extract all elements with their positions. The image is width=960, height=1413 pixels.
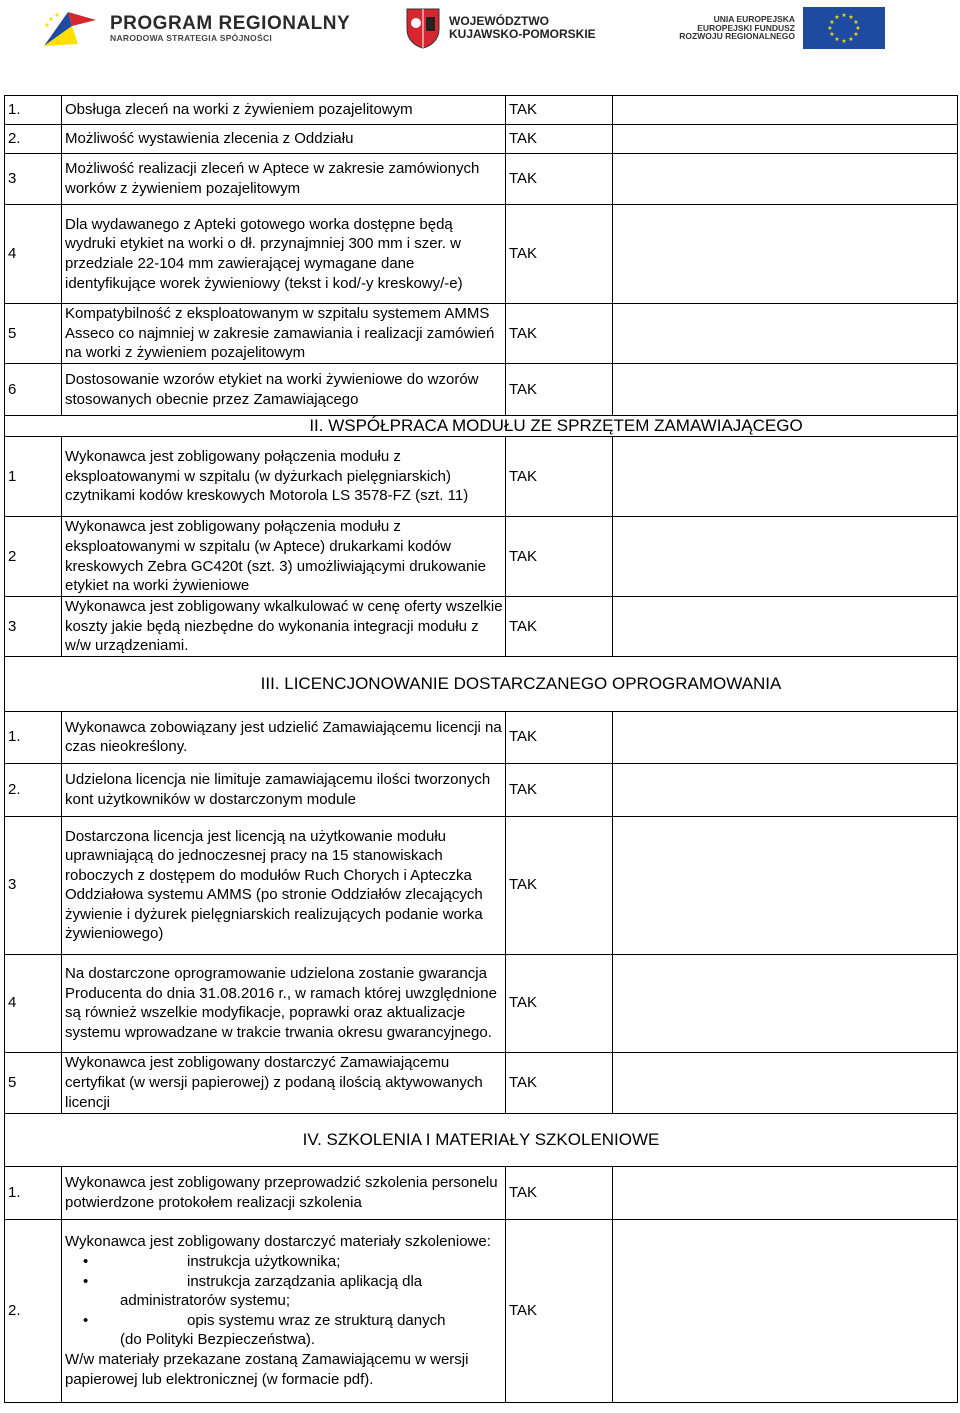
section-header-row	[5, 1113, 958, 1166]
table-row	[5, 816, 958, 954]
row-remarks	[613, 304, 958, 364]
row-answer: TAK	[506, 1052, 613, 1113]
svg-text:★: ★	[834, 36, 840, 43]
row-description: Kompatybilność z eksploatowanym w szpitalu systemem AMMS Asseco co najmniej w zakresie zamawiania i realizacji zamówień na worki z żywieniem pozajelitowym	[62, 304, 506, 364]
svg-text:★: ★	[853, 31, 859, 38]
row-remarks	[613, 763, 958, 816]
coat-of-arms-icon	[405, 7, 441, 49]
table-row	[5, 154, 958, 205]
svg-text:★: ★	[834, 14, 840, 21]
table-row	[5, 597, 958, 657]
row-description: Wykonawca jest zobligowany wkalkulować w cenę oferty wszelkie koszty jakie będą niezbędne do wykonania integracji modułu z w/w urządzeniami.	[62, 597, 506, 657]
row-description: Na dostarczone oprogramowanie udzielona zostanie gwarancja Producenta do dnia 31.08.2016 r., w ramach której uwzględnione są również wszelkie modyfikacje, poprawki oraz aktualizacje systemu wprowadzane w trakcie trwania okresu gwarancyjnego.	[62, 954, 506, 1052]
program-title: PROGRAM REGIONALNY	[110, 12, 351, 34]
materials-outro: W/w materiały przekazane zostaną Zamawiającemu w wersji papierowej lub elektronicznej (w formacie pdf).	[65, 1350, 469, 1388]
row-description: Możliwość realizacji zleceń w Aptece w zakresie zamówionych worków z żywieniem pozajelitowym	[62, 154, 506, 205]
row-number: 3	[5, 816, 62, 954]
row-description: Dla wydawanego z Apteki gotowego worka dostępne będą wydruki etykiet na worki o dł. przynajmniej 300 mm i szer. w przedziale 22-104 mm zawierającej wymagane dane identyfikujące worek żywieniowy (tekst i kod/-y kreskowy/-e)	[62, 205, 506, 304]
section-header-row	[5, 656, 958, 711]
row-answer: TAK	[506, 954, 613, 1052]
requirements-table	[4, 95, 958, 1403]
row-remarks	[613, 125, 958, 154]
row-remarks	[613, 364, 958, 416]
section-2-title: II. WSPÓŁPRACA MODUŁU ZE SPRZĘTEM ZAMAWIAJĄCEGO	[5, 416, 958, 437]
row-answer: TAK	[506, 1166, 613, 1219]
table-row	[5, 304, 958, 364]
list-item-text: instrukcja zarządzania aplikacją dla	[187, 1272, 423, 1290]
bullet-icon: •	[83, 1253, 89, 1270]
row-remarks	[613, 954, 958, 1052]
row-answer: TAK	[506, 597, 613, 657]
row-description: Wykonawca jest zobligowany przeprowadzić szkolenia personelu potwierdzone protokołem realizacji szkolenia	[62, 1166, 506, 1219]
row-description: Udzielona licencja nie limituje zamawiającemu ilości tworzonych kont użytkowników w dostarczonym module	[62, 763, 506, 816]
row-number: 2.	[5, 1219, 62, 1402]
row-number: 6	[5, 364, 62, 416]
svg-text:★: ★	[848, 14, 854, 21]
region-subtitle: KUJAWSKO-POMORSKIE	[449, 27, 596, 41]
region-title: WOJEWÓDZTWO	[449, 14, 549, 29]
row-description: Dostosowanie wzorów etykiet na worki żywieniowe do wzorów stosowanych obecnie przez Zamawiającego	[62, 364, 506, 416]
materials-list	[65, 1252, 505, 1350]
section-header-row	[5, 416, 958, 437]
row-remarks	[613, 154, 958, 205]
row-description	[62, 1219, 506, 1402]
eu-line-2: EUROPEJSKI FUNDUSZ	[697, 22, 795, 33]
row-number: 2.	[5, 125, 62, 154]
section-3-title: III. LICENCJONOWANIE DOSTARCZANEGO OPROGRAMOWANIA	[5, 656, 958, 711]
svg-text:★: ★	[841, 12, 847, 19]
row-remarks	[613, 816, 958, 954]
eu-line-1: UNIA EUROPEJSKA	[713, 13, 795, 24]
row-number: 4	[5, 205, 62, 304]
row-answer: TAK	[506, 304, 613, 364]
region-logo	[405, 6, 620, 50]
table-row	[5, 1219, 958, 1402]
header-logos	[0, 0, 960, 58]
row-description: Dostarczona licencja jest licencją na użytkowanie modułu uprawniającą do jednoczesnej pracy na 15 stanowiskach roboczych z dostępem do modułów Ruch Chorych i Apteczka Oddziałowa systemu AMMS (po stronie Oddziałów zlecających żywienie i dyżurek pielęgniarskich realizujących podanie worka żywieniowego)	[62, 816, 506, 954]
row-number: 3	[5, 154, 62, 205]
table-row	[5, 954, 958, 1052]
list-item	[65, 1272, 505, 1311]
row-description: Możliwość wystawienia zlecenia z Oddziału	[62, 125, 506, 154]
list-item	[65, 1311, 505, 1350]
svg-text:★: ★	[855, 25, 861, 32]
table-row	[5, 711, 958, 763]
row-answer: TAK	[506, 154, 613, 205]
row-answer: TAK	[506, 205, 613, 304]
bullet-icon: •	[83, 1311, 89, 1329]
row-remarks	[613, 1219, 958, 1402]
list-item-continuation: (do Polityki Bezpieczeństwa).	[120, 1331, 316, 1349]
row-number: 5	[5, 304, 62, 364]
row-description: Wykonawca zobowiązany jest udzielić Zamawiającemu licencji na czas nieokreślony.	[62, 711, 506, 763]
materials-intro: Wykonawca jest zobligowany dostarczyć materiały szkoleniowe:	[65, 1233, 491, 1251]
list-item-text: instrukcja użytkownika;	[187, 1253, 341, 1270]
eu-flag-icon	[803, 7, 885, 49]
row-answer: TAK	[506, 816, 613, 954]
row-answer: TAK	[506, 364, 613, 416]
row-number: 2	[5, 517, 62, 597]
svg-text:★: ★	[853, 19, 859, 26]
svg-text:★: ★	[827, 25, 833, 32]
row-number: 1.	[5, 1166, 62, 1219]
row-number: 4	[5, 954, 62, 1052]
row-number: 1	[5, 437, 62, 517]
row-remarks	[613, 517, 958, 597]
eu-logo	[655, 6, 895, 50]
table-row	[5, 437, 958, 517]
row-description: Wykonawca jest zobligowany połączenia modułu z eksploatowanymi w szpitalu (w Aptece) drukarkami kodów kreskowych Zebra GC420t (szt. 3) umożliwiającymi drukowanie etykiet na worki żywieniowe	[62, 517, 506, 597]
row-answer: TAK	[506, 517, 613, 597]
table-row	[5, 364, 958, 416]
row-answer: TAK	[506, 96, 613, 125]
row-answer: TAK	[506, 711, 613, 763]
table-row	[5, 96, 958, 125]
bullet-icon: •	[83, 1272, 89, 1290]
list-item-continuation: administratorów systemu;	[120, 1292, 291, 1310]
row-answer: TAK	[506, 763, 613, 816]
nss-logo-icon	[38, 6, 100, 50]
row-remarks	[613, 96, 958, 125]
table-row	[5, 1166, 958, 1219]
list-item	[65, 1252, 505, 1272]
svg-text:★: ★	[829, 19, 835, 26]
table-row	[5, 205, 958, 304]
list-item-text: opis systemu wraz ze strukturą danych	[187, 1311, 446, 1329]
row-remarks	[613, 711, 958, 763]
row-description: Wykonawca jest zobligowany dostarczyć Zamawiającemu certyfikat (w wersji papierowej) z podaną ilością aktywowanych licencji	[62, 1052, 506, 1113]
row-description: Obsługa zleceń na worki z żywieniem pozajelitowym	[62, 96, 506, 125]
row-remarks	[613, 1166, 958, 1219]
row-number: 3	[5, 597, 62, 657]
row-answer: TAK	[506, 437, 613, 517]
svg-text:★: ★	[829, 31, 835, 38]
row-number: 1.	[5, 711, 62, 763]
section-4-title: IV. SZKOLENIA I MATERIAŁY SZKOLENIOWE	[5, 1113, 958, 1166]
svg-text:★: ★	[841, 38, 847, 45]
row-remarks	[613, 205, 958, 304]
row-description: Wykonawca jest zobligowany połączenia modułu z eksploatowanymi w szpitalu (w dyżurkach pielęgniarskich) czytnikami kodów kreskowych Motorola LS 3578-FZ (szt. 11)	[62, 437, 506, 517]
row-remarks	[613, 597, 958, 657]
table-row	[5, 763, 958, 816]
row-remarks	[613, 437, 958, 517]
row-number: 1.	[5, 96, 62, 125]
table-row	[5, 125, 958, 154]
eu-line-3: ROZWOJU REGIONALNEGO	[679, 31, 795, 42]
program-regionalny-logo	[38, 6, 383, 50]
row-remarks	[613, 1052, 958, 1113]
row-answer: TAK	[506, 125, 613, 154]
row-answer: TAK	[506, 1219, 613, 1402]
program-subtitle: NARODOWA STRATEGIA SPÓJNOŚCI	[110, 32, 273, 43]
svg-text:★: ★	[848, 36, 854, 43]
table-row	[5, 517, 958, 597]
row-number: 2.	[5, 763, 62, 816]
row-number: 5	[5, 1052, 62, 1113]
table-row	[5, 1052, 958, 1113]
